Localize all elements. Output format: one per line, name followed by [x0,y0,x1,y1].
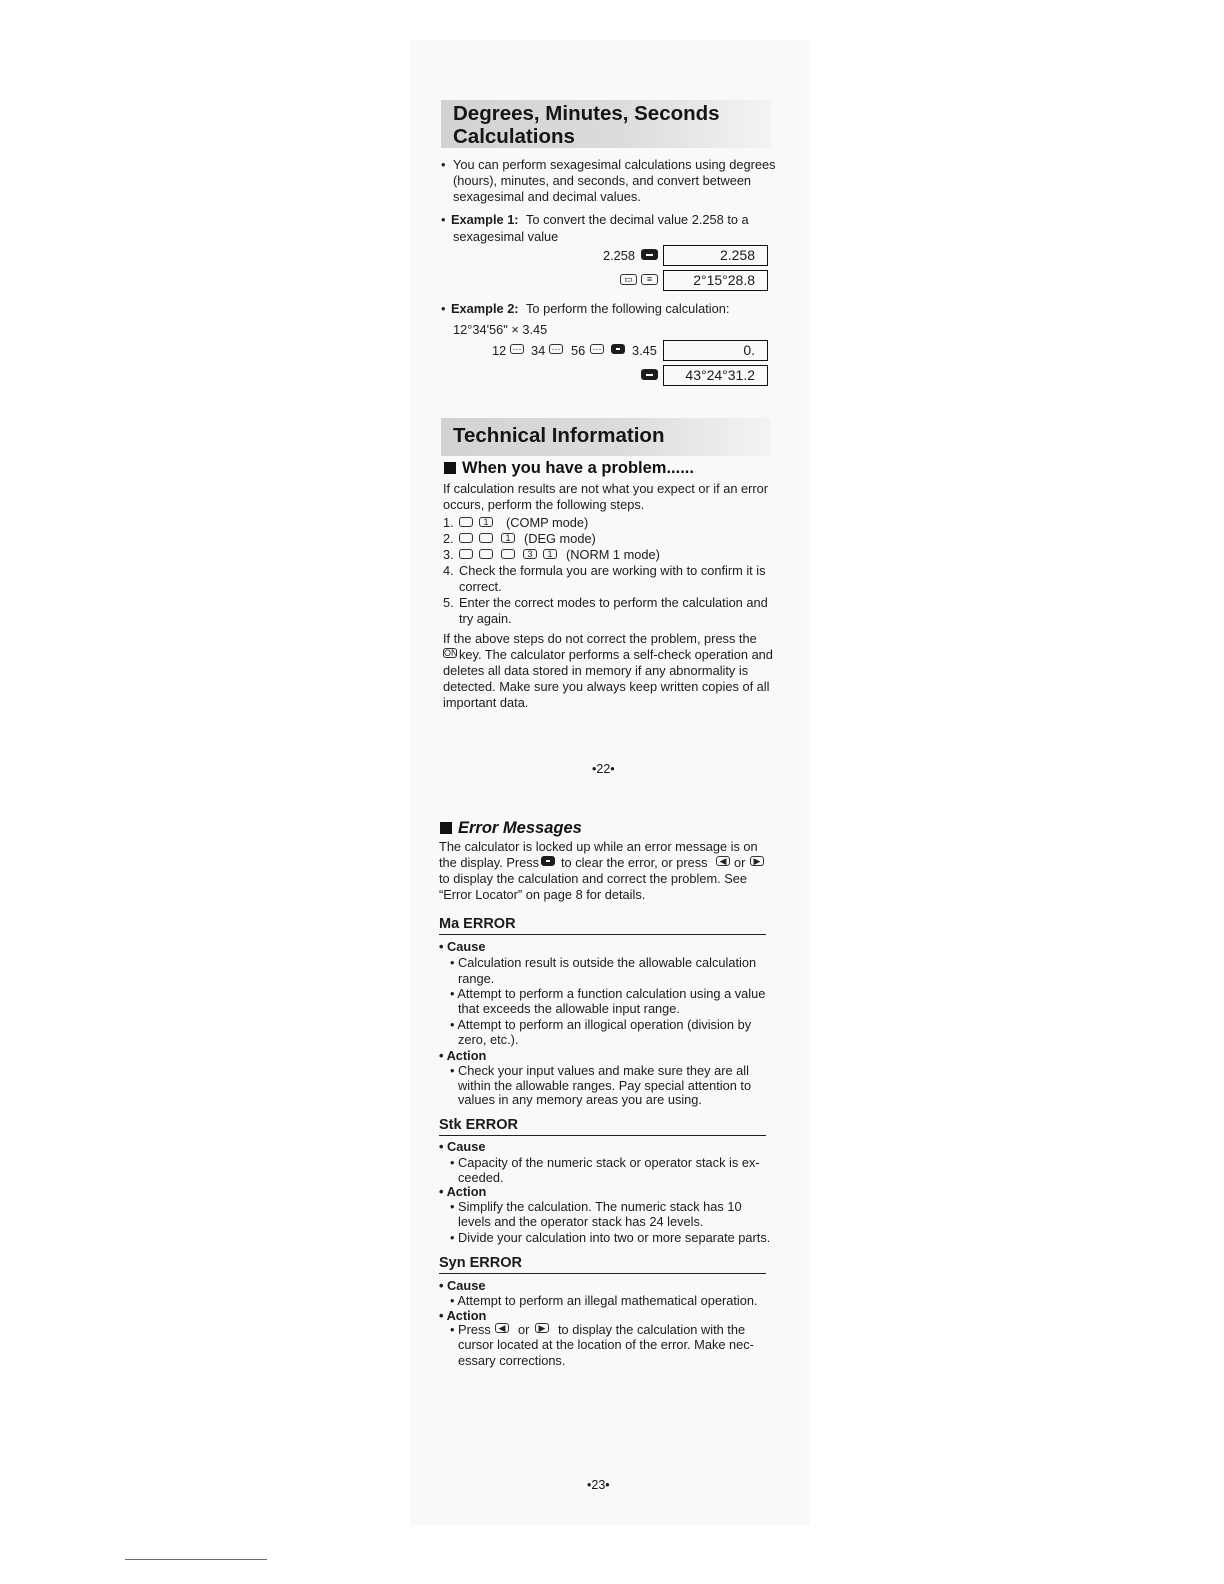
paragraph-line: If calculation results are not what you expect or if an error [443,481,769,496]
step-text: correct. [459,579,502,594]
dms-key-icon: ··· [510,344,524,354]
three-key-icon: 3 [523,549,537,559]
cause-item: ceeded. [458,1170,504,1185]
mode-key-icon [501,549,515,559]
error-heading: Syn ERROR [439,1255,522,1271]
equals-key-icon [641,249,658,260]
error-heading: Ma ERROR [439,916,516,932]
dms-key-icon: ··· [549,344,563,354]
right-arrow-key-icon: ▶ [535,1323,549,1333]
one-key-icon: 1 [479,517,493,527]
action-item: • Press [450,1322,491,1337]
page-number: •22• [592,762,615,776]
paragraph-line: The calculator is locked up while an error message is on [439,839,758,854]
keystroke-input: 12 [492,343,507,358]
step-number: 4. [443,563,454,578]
one-key-icon: 1 [501,533,515,543]
on-key-icon: ON [444,648,458,658]
paragraph-line: the display. Press [439,855,540,870]
step-number: 5. [443,595,454,610]
action-item: levels and the operator stack has 24 levels. [458,1214,704,1229]
page-number: •23• [587,1478,610,1492]
action-item: within the allowable ranges. Pay special attention to [458,1078,752,1093]
multiply-key-icon [611,344,625,354]
left-arrow-key-icon: ◀ [495,1323,509,1333]
banner-title-line2: Calculations [453,125,575,148]
section-banner-dms [441,100,771,148]
divider [439,1135,766,1136]
paragraph-line: key. The calculator performs a self-check operation and [459,647,773,662]
example2-label: Example 2: [451,301,519,316]
cause-item: • Attempt to perform a function calculation using a value [450,986,766,1001]
paragraph-line: to clear the error, or press [561,855,708,870]
mode-key-icon [459,517,473,527]
subheading-text: Error Messages [458,819,582,837]
step-text: (NORM 1 mode) [566,547,660,562]
bullet: • [441,157,446,172]
subheading-text: When you have a problem...... [462,459,694,477]
cause-label: • Cause [439,939,486,954]
paragraph-line: to display the calculation and correct the problem. See [439,871,748,886]
lcd-display: 2.258 [663,245,768,266]
paragraph-line: If the above steps do not correct the problem, press the [443,631,757,646]
mode-key-icon [479,549,493,559]
cause-item: • Attempt to perform an illogical operation (division by [450,1017,752,1032]
example1-text: sexagesimal value [453,229,559,244]
mode-key-icon [459,533,473,543]
cause-item: range. [458,971,495,986]
paragraph-line: occurs, perform the following steps. [443,497,645,512]
cause-item: • Capacity of the numeric stack or operator stack is ex- [450,1155,760,1170]
paragraph-line: detected. Make sure you always keep written copies of all [443,679,770,694]
step-text: try again. [459,611,512,626]
cause-label: • Cause [439,1278,486,1293]
intro-line: sexagesimal and decimal values. [453,189,641,204]
cause-label: • Cause [439,1139,486,1154]
step-number: 3. [443,547,454,562]
dms-key-icon: ≡ [641,274,658,285]
action-label: • Action [439,1184,487,1199]
dms-key-icon: ··· [590,344,604,354]
action-item: • Check your input values and make sure they are all [450,1063,749,1078]
example1-label: Example 1: [451,212,519,227]
paragraph-line: deletes all data stored in memory if any abnormality is [443,663,749,678]
divider [439,934,766,935]
square-bullet-icon [440,822,452,834]
step-text: Check the formula you are working with to confirm it is [459,563,766,578]
action-label: • Action [439,1308,487,1323]
banner-title-line1: Degrees, Minutes, Seconds [453,102,720,125]
lcd-display: 43°24°31.2 [663,365,768,386]
action-item: to display the calculation with the [558,1322,746,1337]
bullet: • [441,212,446,227]
intro-line: You can perform sexagesimal calculations using degrees [453,157,776,172]
left-arrow-key-icon: ◀ [716,856,730,866]
shift-key-icon: ▭ [620,274,637,285]
keystroke-input: 2.258 [603,248,636,263]
keystroke-input: 56 [571,343,586,358]
keystroke-input: 3.45 [632,343,657,358]
step-text: (DEG mode) [524,531,596,546]
ac-key-icon [541,856,555,866]
equals-key-icon [641,369,658,380]
action-item: or [518,1322,530,1337]
example2-text: To perform the following calculation: [526,301,730,316]
cause-item: zero, etc.). [458,1032,519,1047]
step-number: 2. [443,531,454,546]
intro-line: (hours), minutes, and seconds, and convert between [453,173,752,188]
subheading-problem [444,458,694,478]
right-arrow-key-icon: ▶ [750,856,764,866]
action-item: essary corrections. [458,1353,566,1368]
error-heading: Stk ERROR [439,1117,518,1133]
mode-key-icon [479,533,493,543]
lcd-display: 0. [663,340,768,361]
cause-item: • Attempt to perform an illegal mathematical operation. [450,1293,758,1308]
subheading-error-messages [440,818,582,838]
cause-item: that exceeds the allowable input range. [458,1001,680,1016]
bullet: • [441,301,446,316]
square-bullet-icon [444,462,456,474]
action-item: • Simplify the calculation. The numeric stack has 10 [450,1199,742,1214]
footer-rule [125,1559,267,1560]
step-text: Enter the correct modes to perform the calculation and [459,595,768,610]
lcd-display: 2°15°28.8 [663,270,768,291]
step-text: (COMP mode) [506,515,589,530]
one-key-icon: 1 [543,549,557,559]
keystroke-input: 34 [531,343,546,358]
action-item: • Divide your calculation into two or more separate parts. [450,1230,771,1245]
example2-expression: 12°34'56" × 3.45 [453,322,548,337]
paragraph-line: “Error Locator” on page 8 for details. [439,887,646,902]
example1-text: To convert the decimal value 2.258 to a [526,212,749,227]
mode-key-icon [459,549,473,559]
divider [439,1273,766,1274]
paragraph-line: important data. [443,695,529,710]
paragraph-line: or [734,855,746,870]
action-item: cursor located at the location of the error. Make nec- [458,1337,754,1352]
section-banner-technical [441,418,771,456]
banner-title: Technical Information [453,424,665,447]
action-item: values in any memory areas you are using. [458,1092,702,1107]
action-label: • Action [439,1048,487,1063]
cause-item: • Calculation result is outside the allowable calculation [450,955,757,970]
step-number: 1. [443,515,454,530]
